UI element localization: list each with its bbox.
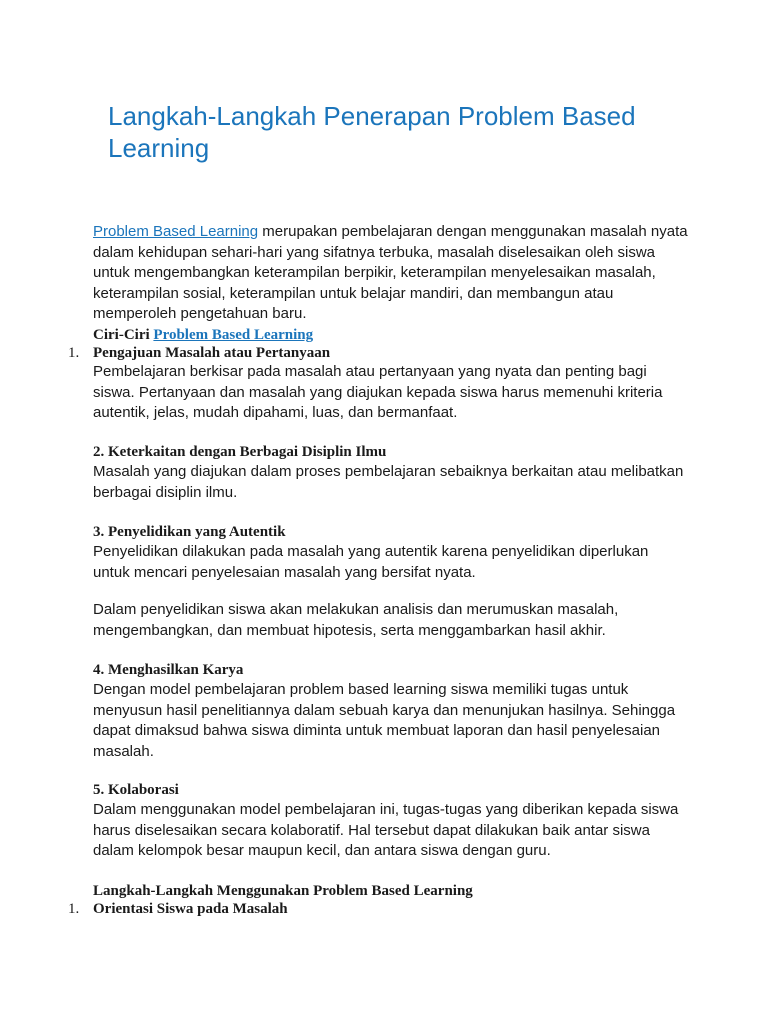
- page-title: Langkah-Langkah Penerapan Problem Based Learning: [108, 101, 636, 163]
- ciri-item5-body: Dalam menggunakan model pembelajaran ini, tugas-tugas yang diberikan kepada siswa harus diselesaikan secara kolaboratif. Hal tersebut dapat dilakukan baik antar siswa dalam kelompok besar maupun kecil, dan antara siswa dengan guru.: [93, 801, 679, 859]
- ciri-item2-heading: 2. Keterkaitan dengan Berbagai Disiplin Ilmu: [93, 444, 387, 460]
- ciri-item4-heading: 4. Menghasilkan Karya: [93, 662, 244, 678]
- ciri-item3-body2: Dalam penyelidikan siswa akan melakukan analisis dan merumuskan masalah, mengembangkan, dan membuat hipotesis, serta menggambarkan hasil akhir.: [93, 601, 619, 639]
- ciri-item3-heading: 3. Penyelidikan yang Autentik: [93, 524, 286, 540]
- ciri-item1-number: 1.: [68, 345, 80, 361]
- ciri-item5-heading: 5. Kolaborasi: [93, 782, 179, 798]
- ciri-item4-body: Dengan model pembelajaran problem based learning siswa memiliki tugas untuk menyusun hasil penelitiannya dalam sebuah karya dan menunjukan hasilnya. Sehingga dapat dimaksud bahwa siswa diminta untuk membuat laporan dan hasil penyelesaian masalah.: [93, 681, 676, 760]
- intro-link[interactable]: Problem Based Learning: [93, 223, 259, 240]
- ciri-label: Ciri-Ciri: [93, 327, 150, 343]
- langkah-item1-heading: Orientasi Siswa pada Masalah: [93, 901, 288, 917]
- langkah-item1-number: 1.: [68, 901, 80, 917]
- ciri-heading: [93, 326, 688, 344]
- ciri-item2-body: Masalah yang diajukan dalam proses pembelajaran sebaiknya berkaitan atau melibatkan berbagai disiplin ilmu.: [93, 463, 684, 501]
- intro-text: merupakan pembelajaran dengan menggunakan masalah nyata dalam kehidupan sehari-hari yang sifatnya terbuka, masalah diselesaikan oleh siswa untuk mengembangkan keterampilan berpikir, keterampilan menyelesaikan masalah, keterampilan sosial, keterampilan untuk belajar mandiri, dan membangun atau memperoleh pengetahuan baru.: [93, 223, 688, 322]
- ciri-item1-body: Pembelajaran berkisar pada masalah atau pertanyaan yang nyata dan penting bagi siswa. Pertanyaan dan masalah yang diajukan kepada siswa harus memenuhi kriteria autentik, jelas, mudah dipahami, luas, dan bermanfaat.: [93, 363, 663, 421]
- intro-paragraph: [93, 222, 688, 325]
- ciri-link[interactable]: Problem Based Learning: [153, 327, 314, 343]
- ciri-item1-heading: Pengajuan Masalah atau Pertanyaan: [93, 345, 331, 361]
- langkah-heading: Langkah-Langkah Menggunakan Problem Based Learning: [93, 883, 473, 899]
- ciri-item3-body: Penyelidikan dilakukan pada masalah yang autentik karena penyelidikan diperlukan untuk mencari penyelesaian masalah yang bersifat nyata.: [93, 543, 649, 581]
